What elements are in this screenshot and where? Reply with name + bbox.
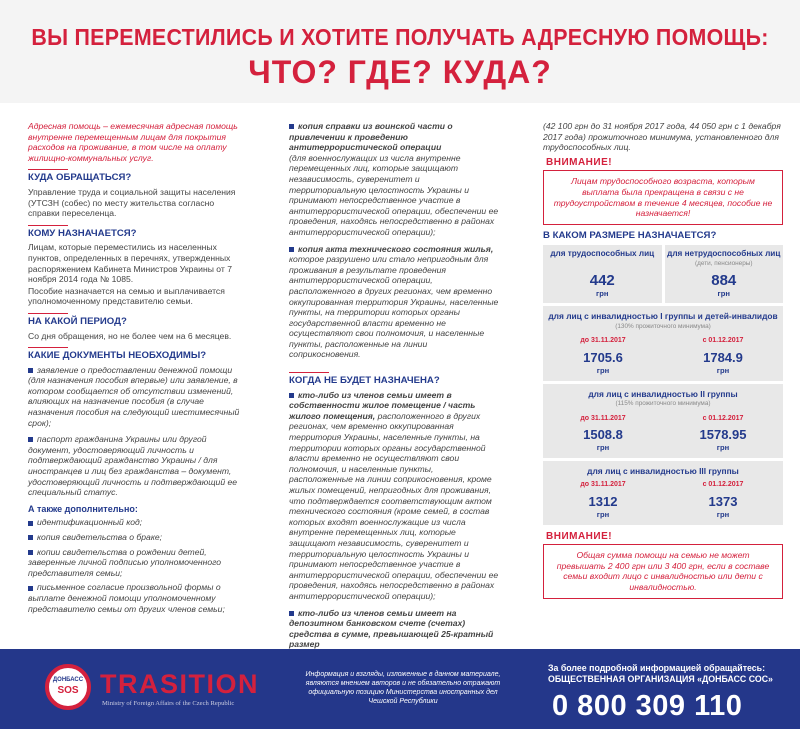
bullet-icon <box>289 393 294 398</box>
bullet-icon <box>28 521 33 526</box>
extra-heading: А также дополнительно: <box>28 503 138 514</box>
column-middle <box>289 121 499 650</box>
warning-box: Лицам трудоспособного возраста, которым выплата была прекращена в связи с не трудоустройством в течение 4 месяцев, пособие не назначается! <box>543 170 783 224</box>
more-info-text: За более подробной информацией обращайтесь: ОБЩЕСТВЕННАЯ ОРГАНИЗАЦИЯ «ДОНБАСС СОС» <box>548 663 773 684</box>
whom-text-2: Пособие назначается на семью и выплачивается уполномоченному представителю семьи. <box>28 285 225 307</box>
doc3-text: (для военнослужащих из числа внутренне перемещенных лиц, которые защищают независимость, суверенитет и территориальную целостность Украины и принимают непосредственное участие в антитеррористической операции, обеспечении ее проведения, находясь непосредственно в районах антитеррористической операции); <box>289 152 499 237</box>
page-title: ВЫ ПЕРЕМЕСТИЛИСЬ И ХОТИТЕ ПОЛУЧАТЬ АДРЕСНУЮ ПОМОЩЬ: <box>31 24 769 50</box>
list-item: паспорт гражданина Украины или другой документ, удостоверяющий личность и подтверждающий гражданство Украины / для иностранцев и лиц без гражданства – документ, удостоверяющий личность и подтверждающий ее специальный статус. <box>28 434 238 498</box>
list-item: копия акта технического состояния жилья, <box>289 244 499 255</box>
table-row <box>543 245 783 303</box>
unable-cell: для нетрудоспособных лиц (дети, пенсионеры) 884 грн <box>667 249 781 298</box>
column-right <box>543 121 783 599</box>
where-text: Управление труда и социальной защиты населения (УТСЗН (собес) по месту жительства согласно справки переселенца. <box>28 186 236 219</box>
continued-text: (42 100 грн до 31 ноября 2017 года, 44 050 грн с 1 декабря 2017 года) прожиточного минимума, установленного для трудоспособных лиц. <box>543 121 781 153</box>
header <box>0 0 800 103</box>
divider <box>28 169 68 170</box>
doc4-text: которое разрушено или стало непригодным для проживания в результате проведения антитеррористической операции, расположенного в других регионах, чем временно оккупированная территория Украины, населенные пункты, на территории которых органы государственной власти временно не осуществляют свои полномочия, и населенные пункты, расположенные на линии соприкосновения. <box>289 254 499 360</box>
amounts-table <box>543 245 783 524</box>
group3-section: для лиц с инвалидностью III группы до 31.11.2017 1312 грн с 01.12.2017 1373 грн <box>580 465 744 520</box>
list-item: копия свидетельства о браке; <box>28 532 243 543</box>
bullet-icon <box>28 535 33 540</box>
ministry-text: Ministry of Foreign Affairs of the Czech Republic <box>102 700 235 707</box>
divider <box>28 225 68 226</box>
divider <box>28 313 68 314</box>
divider <box>28 347 68 348</box>
warning-box-2: Общая сумма помощи на семью не может превышать 2 400 грн или 3 400 грн, если в составе семьи входит лицо с инвалидностью или дети с инвалидностью. <box>543 544 783 598</box>
bullet-icon <box>289 611 294 616</box>
bullet-icon <box>28 437 33 442</box>
where-heading: КУДА ОБРАЩАТЬСЯ? <box>28 172 132 184</box>
list-item: идентификационный код; <box>28 517 243 528</box>
list-item: письменное согласие произвольной формы о выплате денежной помощи уполномоченному представителю семьи от других членов семьи; <box>28 582 225 614</box>
amount-heading: В КАКОМ РАЗМЕРЕ НАЗНАЧАЕТСЯ? <box>543 229 717 241</box>
list-item: копии свидетельства о рождении детей, заверенные личной подписью уполномоченного представителя семьи; <box>28 546 222 578</box>
warning-title-2: ВНИМАНИЕ! <box>543 531 615 544</box>
able-cell: для трудоспособных лиц 442 грн <box>550 249 655 298</box>
divider <box>289 372 329 373</box>
whom-text: Лицам, которые переместились из населенных пунктов, определенных в перечнях, утвержденных распоряжением Кабинета Министров Украины от 7 ноября 2014 года № 1085. <box>28 242 232 285</box>
period-text: Со дня обращения, но не более чем на 6 месяцев. <box>28 330 232 341</box>
transition-logo: TRASITION <box>100 669 259 699</box>
list-item: заявление о предоставлении денежной помощи (для назначения пособия впервые) или заявление, в котором сообщается об отсутствии изменений, влияющих на назначение пособия (в случае назначения пособия на следующий шестимесячный срок); <box>28 364 240 428</box>
intro-text: Адресная помощь – ежемесячная адресная помощь внутренне перемещенным лицам для покрытия расходов на проживание, в том числе на оплату жилищно-коммунальных услуг. <box>28 121 238 163</box>
page-subtitle: ЧТО? ГДЕ? КУДА? <box>248 54 552 90</box>
bullet-icon <box>28 368 33 373</box>
warning-title: ВНИМАНИЕ! <box>543 157 615 170</box>
column-left <box>28 121 243 618</box>
bullet-icon <box>289 247 294 252</box>
group1-section: для лиц с инвалидностью I группы и детей-инвалидов (130% прожиточного минимума) до 31.11.2017 1705.6 грн с 01.12.2017 1784.9 грн <box>548 311 778 375</box>
period-heading: НА КАКОЙ ПЕРИОД? <box>28 315 127 327</box>
list-item: копия справки из воинской части о привлечении к проведению антитеррористической операции <box>289 121 453 153</box>
bullet-icon <box>289 124 294 129</box>
group2-section: для лиц с инвалидностью II группы (115% прожиточного минимума) до 31.11.2017 1508.8 грн с 01.12.2017 1578.95 грн <box>580 388 747 453</box>
whom-heading: КОМУ НАЗНАЧАЕТСЯ? <box>28 227 137 239</box>
list-item: кто-либо из членов семьи имеет на депозитном банковском счете (счетах) средства в сумме, превышающей 25-кратный размер <box>289 607 494 650</box>
hotline-phone[interactable]: 0 800 309 110 <box>552 690 743 722</box>
not-assigned-heading: КОГДА НЕ БУДЕТ НАЗНАЧЕНА? <box>289 375 440 387</box>
docs-heading: КАКИЕ ДОКУМЕНТЫ НЕОБХОДИМЫ? <box>28 350 207 362</box>
list-item: кто-либо из членов семьи имеет в собственности жилое помещение / часть жилого помещения, расположенного в других регионах, чем временно оккупированная территория Украины, населенные пункты, на территории которых органы государственной власти временно не осуществляют свои полномочия, и населенные пункты, расположенные на линии соприкосновения, кроме жилых помещений, непригодных для проживания, что подтверждается соответствующим актом технического состояния (кроме семей, в состав которых входят военнослужащие из числа внутренне перемещенных лиц, которые защищают независимость, суверенитет и территориальную целостность Украины и принимают непосредственное участие в антитеррористической операции, обеспечении ее проведения, находясь непосредственно в районах антитеррористической операции); <box>289 389 499 601</box>
bullet-icon <box>28 550 33 555</box>
donbass-sos-logo: ДОНБАСС SOS <box>45 664 91 710</box>
bullet-icon <box>28 586 33 591</box>
disclaimer-text: Информация и взгляды, изложенные в данном материале, являются мнением авторов и не обязательно отражают официальную позицию Министерства иностранных дел Чешской Республики <box>305 671 501 705</box>
